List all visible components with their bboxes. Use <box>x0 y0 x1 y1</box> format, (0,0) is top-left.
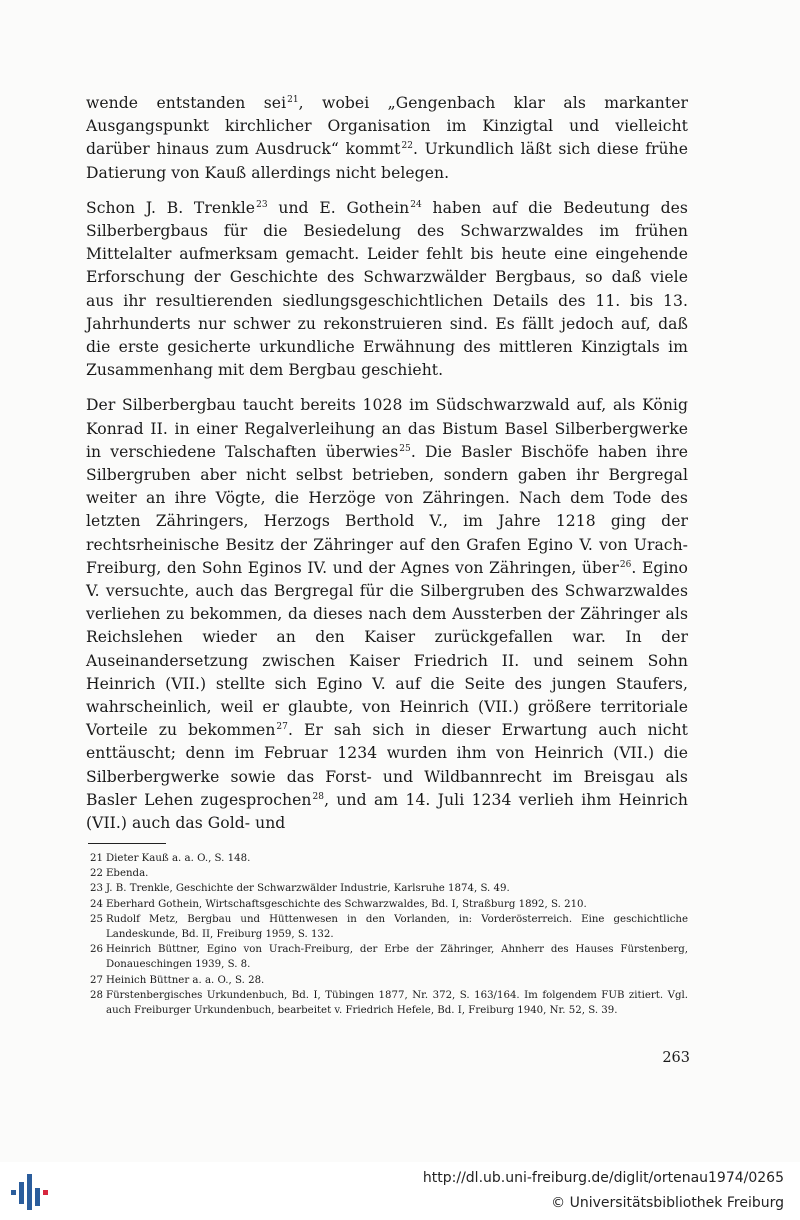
footnote-text: Dieter Kauß a. a. O., S. 148. <box>106 853 251 864</box>
source-url-link[interactable]: http://dl.ub.uni-freiburg.de/diglit/ortenau1974/0265 <box>422 1170 784 1186</box>
footnote-item <box>90 942 688 972</box>
footnote-marker: 24 <box>410 199 422 210</box>
text-run: . Urkundlich läßt sich diese frühe Datierung von Kauß allerdings nicht belegen. <box>86 140 688 182</box>
text-run: und E. Gothein <box>267 198 410 217</box>
paragraph-1 <box>86 92 688 185</box>
footnote-text: Heinich Büttner a. a. O., S. 28. <box>106 974 265 986</box>
footnote-marker: 26 <box>619 559 632 570</box>
footnote-number: 25 <box>90 913 103 925</box>
paragraph-2 <box>86 197 688 383</box>
footnote-number: 26 <box>90 944 103 956</box>
footnote-text: Heinrich Büttner, Egino von Urach-Freiburg, der Erbe der Zähringer, Ahnherr des Hauses Fürstenberg, Donaueschingen 1939, S. 8. <box>106 944 688 971</box>
page-number: 263 <box>662 1050 690 1066</box>
footnote-marker: 28 <box>312 791 325 802</box>
footnote-item <box>90 912 688 942</box>
ub-freiburg-logo-icon[interactable] <box>8 1168 52 1214</box>
footnote-item <box>90 973 688 988</box>
footnote-item <box>90 897 688 912</box>
footnote-marker: 25 <box>399 443 411 454</box>
footnote-marker: 21 <box>287 95 299 105</box>
text-run: . Egino V. versuchte, auch das Bergregal für die Silbergruben des Schwarzwaldes verliehen zu bekommen, da dieses nach dem Aussterben der Zähringer als Reichslehen wieder an den Kaiser zurückgefallen war. In der Auseinandersetzung zwischen Kaiser Friedrich II. und seinem Sohn Heinrich (VII.) stellte sich Egino V. auf die Seite des jungen Staufers, wahrscheinlich, weil er glaubte, von Heinrich (VII.) größere territoriale Vorteile zu bekommen <box>86 558 688 740</box>
footnote-item <box>90 881 688 896</box>
footnote-marker: 27 <box>276 722 288 733</box>
footnote-number: 22 <box>90 868 103 880</box>
footnotes-list <box>90 851 688 1018</box>
footnote-text: Rudolf Metz, Bergbau und Hüttenwesen in den Vorlanden, in: Vorderösterreich. Eine geschichtliche Landeskunde, Bd. II, Freiburg 1959, S. 132. <box>106 913 688 941</box>
footnote-marker: 22 <box>401 141 413 152</box>
footnote-number: 23 <box>90 883 103 895</box>
footnote-number: 27 <box>90 974 103 986</box>
footnote-text: J. B. Trenkle, Geschichte der Schwarzwälder Industrie, Karlsruhe 1874, S. 49. <box>106 883 510 895</box>
footnote-item <box>90 988 688 1018</box>
paragraph-3 <box>86 394 688 835</box>
text-run: Der Silberbergbau taucht bereits 1028 im Südschwarzwald auf, als König Konrad II. in einer Regalverleihung an das Bistum Basel Silberbergwerke in verschiedene Talschaften überwies <box>86 396 688 461</box>
footnote-text: Fürstenbergisches Urkundenbuch, Bd. I, Tübingen 1877, Nr. 372, S. 163/164. Im folgendem FUB zitiert. Vgl. auch Freiburger Urkundenbuch, bearbeitet v. Friedrich Hefele, Bd. I, Freiburg 1940, Nr. 52, S. 39. <box>106 989 688 1017</box>
text-run: haben auf die Bedeutung des Silberbergbaus für die Besiedelung des Schwarzwaldes im frühen Mittelalter aufmerksam gemacht. Leider fehlt bis heute eine eingehende Erforschung der Geschichte des Schwarzwälder Bergbaus, so daß viele aus ihr resultierenden siedlungsgeschichtlichen Details des 11. bis 13. Jahrhunderts nur schwer zu rekonstruieren sind. Es fällt jedoch auf, daß die erste gesicherte urkundliche Erwähnung des mittleren Kinzigtals im Zusammenhang mit dem Bergbau geschieht. <box>86 198 688 380</box>
text-run: . Die Basler Bischöfe haben ihre Silbergruben aber nicht selbst betrieben, sondern gaben ihr Bergregal weiter an ihre Vögte, die Herzöge von Zähringen. Nach dem Tode des letzten Zähringers, Herzogs Berthold V., im Jahre 1218 ging der rechtsrheinische Besitz der Zähringer auf den Grafen Egino V. von Urach-Freiburg, den Sohn Eginos IV. und der Agnes von Zähringen, über <box>86 442 688 577</box>
text-run: wende entstanden sei <box>86 94 287 112</box>
text-run: , und am 14. Juli 1234 verlieh ihm Heinrich (VII.) auch das Gold- und <box>86 790 688 833</box>
footnote-item <box>90 851 688 866</box>
main-text <box>86 92 688 847</box>
footnote-item <box>90 866 688 881</box>
footnote-number: 28 <box>90 989 103 1001</box>
footnote-number: 21 <box>90 853 103 864</box>
copyright-text: © Universitätsbibliothek Freiburg <box>551 1195 784 1211</box>
text-run: . Er sah sich in dieser Erwartung auch nicht enttäuscht; denn im Februar 1234 wurden ihm von Heinrich (VII.) die Silberbergwerke sowie das Forst- und Wildbannrecht im Breisgau als Basler Lehen zugesprochen <box>86 721 688 809</box>
footnote-marker: 23 <box>256 199 268 210</box>
text-run: , wobei „Gengenbach klar als markanter Ausgangspunkt kirchlicher Organisation im Kinzigtal und vielleicht darüber hinaus zum Ausdruck“ kommt <box>86 94 688 159</box>
footnote-divider <box>88 843 166 844</box>
footnote-text: Ebenda. <box>106 868 149 880</box>
viewer-footer <box>0 1162 800 1220</box>
footnote-text: Eberhard Gothein, Wirtschaftsgeschichte des Schwarzwaldes, Bd. I, Straßburg 1892, S. 210. <box>106 898 587 910</box>
text-run: Schon J. B. Trenkle <box>86 198 256 217</box>
footnote-number: 24 <box>90 898 103 910</box>
